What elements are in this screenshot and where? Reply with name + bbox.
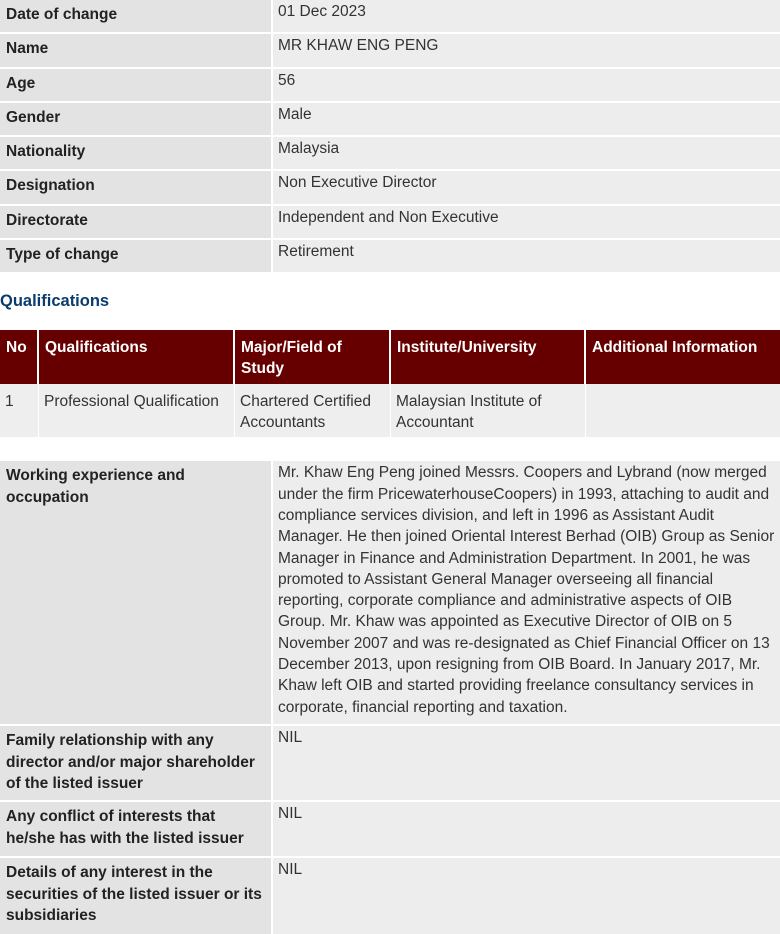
field-label: Gender (0, 103, 273, 137)
column-header-qualifications: Qualifications (39, 330, 235, 384)
column-header-institute: Institute/University (391, 330, 586, 384)
column-header-no: No (0, 330, 39, 384)
particulars-row-nationality (0, 137, 780, 171)
details-row-working-experience (0, 461, 780, 726)
details-table (0, 461, 780, 934)
details-row-conflict-of-interests (0, 802, 780, 858)
field-label: Nationality (0, 137, 273, 171)
column-header-major: Major/Field of Study (235, 330, 391, 384)
field-value: NIL (273, 858, 780, 934)
particulars-row-directorate (0, 206, 780, 240)
field-value: NIL (273, 726, 780, 802)
particulars-row-name (0, 34, 780, 68)
field-label: Any conflict of interests that he/she has with the listed issuer (0, 802, 273, 858)
particulars-row-date (0, 0, 780, 34)
field-label: Designation (0, 171, 273, 205)
table-row (0, 384, 780, 437)
particulars-row-type-of-change (0, 240, 780, 274)
cell-major: Chartered Certified Accountants (235, 384, 391, 437)
details-row-family-relationship (0, 726, 780, 802)
particulars-table (0, 0, 780, 274)
field-label: Working experience and occupation (0, 461, 273, 726)
field-value: MR KHAW ENG PENG (273, 34, 780, 68)
cell-additional-info (586, 384, 780, 437)
field-label: Age (0, 69, 273, 103)
details-row-securities-interest (0, 858, 780, 934)
cell-institute: Malaysian Institute of Accountant (391, 384, 586, 437)
field-value: 56 (273, 69, 780, 103)
qualifications-section-header (0, 274, 780, 330)
particulars-row-gender (0, 103, 780, 137)
column-header-additional-info: Additional Information (592, 339, 758, 357)
field-value: NIL (273, 802, 780, 858)
particulars-row-age (0, 69, 780, 103)
cell-no: 1 (0, 384, 39, 437)
field-label: Date of change (0, 0, 273, 34)
qualifications-header-row (0, 330, 780, 384)
field-label: Family relationship with any director and/or major shareholder of the listed issuer (0, 726, 273, 802)
qualifications-table (0, 330, 780, 437)
particulars-row-designation (0, 171, 780, 205)
field-value: 01 Dec 2023 (273, 0, 780, 34)
field-label: Name (0, 34, 273, 68)
section-title: Qualifications (0, 292, 110, 311)
cell-qualification: Professional Qualification (39, 384, 235, 437)
field-value: Malaysia (273, 137, 780, 171)
field-value: Male (273, 103, 780, 137)
divider (0, 437, 780, 461)
field-value: Retirement (273, 240, 780, 274)
field-label: Directorate (0, 206, 273, 240)
field-value: Independent and Non Executive (273, 206, 780, 240)
field-label: Type of change (0, 240, 273, 274)
field-value: Non Executive Director (273, 171, 780, 205)
field-value: Mr. Khaw Eng Peng joined Messrs. Coopers and Lybrand (now merged under the firm PricewaterhouseCoopers) in 1993, attaching to audit and compliance services division, and left in 1996 as Assistant Audit Manager. He then joined Oriental Interest Berhad (OIB) Group as Senior Manager in Finance and Administration Department. In 2001, he was promoted to Assistant General Manager overseeing all financial reporting, corporate compliance and administrative aspects of OIB Group. Mr. Khaw was appointed as Executive Director of OIB on 5 November 2007 and was re-designated as Chief Financial Officer on 13 December 2013, upon resigning from OIB Board. In January 2017, Mr. Khaw left OIB and started providing freelance consultancy services in corporate, financial reporting and taxation. (273, 461, 780, 726)
field-label: Details of any interest in the securities of the listed issuer or its subsidiaries (0, 858, 273, 934)
